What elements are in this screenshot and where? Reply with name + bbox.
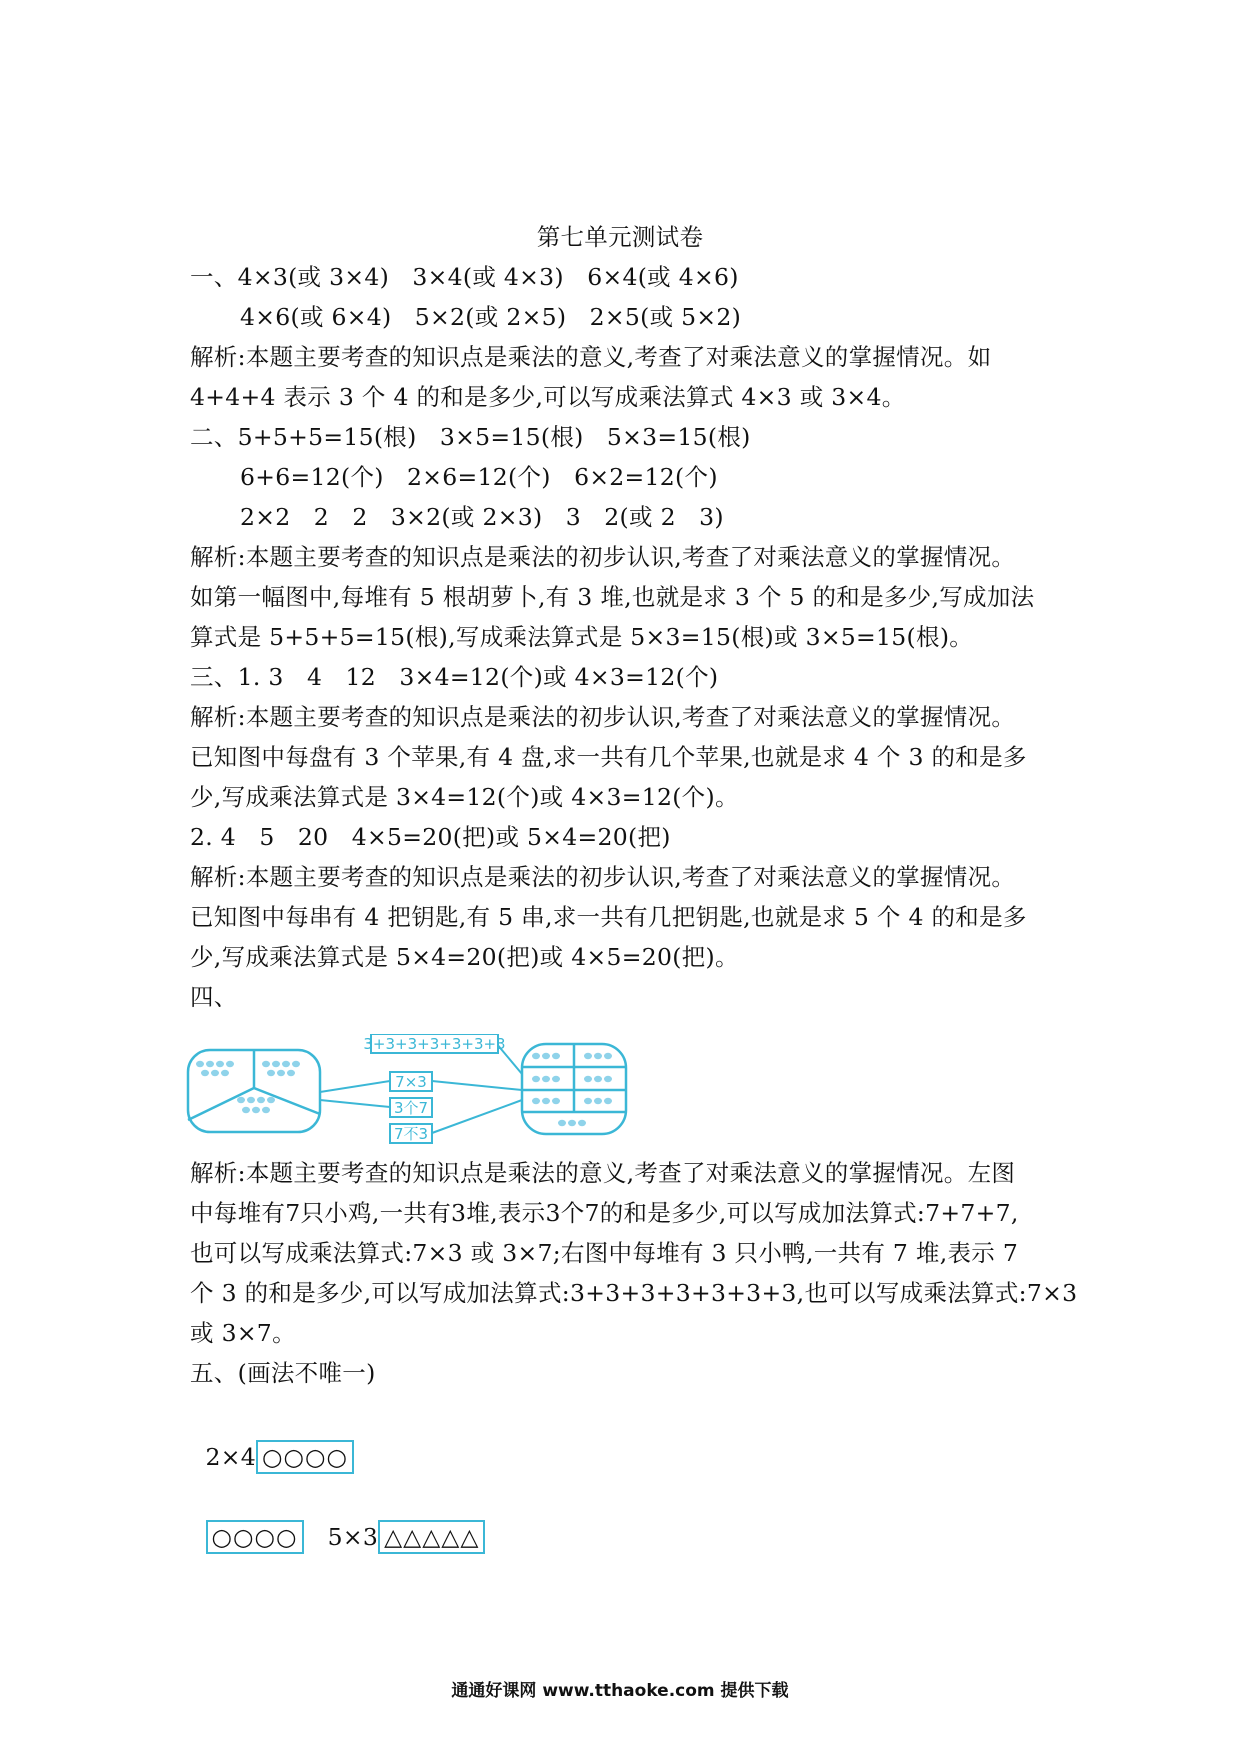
chick-icon xyxy=(292,1061,300,1067)
duck-icon xyxy=(584,1076,592,1082)
s2-answer-line-2: 6+6=12(个) 2×6=12(个) 6×2=12(个) xyxy=(240,463,718,491)
s3-analysis-line-1: 解析:本题主要考查的知识点是乘法的初步认识,考查了对乘法意义的掌握情况。 xyxy=(190,703,1016,731)
right-duck-panel xyxy=(522,1044,626,1134)
chick-icon xyxy=(237,1097,245,1103)
s4-analysis-line-5: 或 3×7。 xyxy=(190,1319,296,1347)
s5-row2-label: 5×3 xyxy=(327,1523,379,1551)
s4-analysis-line-1: 解析:本题主要考查的知识点是乘法的意义,考查了对乘法意义的掌握情况。左图 xyxy=(190,1159,1016,1187)
s5-row1-circles: ○○○○ xyxy=(256,1440,354,1474)
duck-icon xyxy=(542,1076,550,1082)
s3-answer-line-1: 三、1. 3 4 12 3×4=12(个)或 4×3=12(个) xyxy=(190,663,719,691)
duck-icon xyxy=(584,1053,592,1059)
s4-analysis-line-2: 中每堆有7只小鸡,一共有3堆,表示3个7的和是多少,可以写成加法算式:7+7+7, xyxy=(190,1199,1019,1227)
duck-icon xyxy=(552,1076,560,1082)
s3-analysis-b-line-1: 解析:本题主要考查的知识点是乘法的初步认识,考查了对乘法意义的掌握情况。 xyxy=(190,863,1016,891)
s4-analysis-line-4: 个 3 的和是多少,可以写成加法算式:3+3+3+3+3+3+3,也可以写成乘法算式:7×3 xyxy=(190,1279,1078,1307)
duck-icon xyxy=(542,1053,550,1059)
s2-analysis-line-3: 算式是 5+5+5=15(根),写成乘法算式是 5×3=15(根)或 3×5=15(根)。 xyxy=(190,623,974,651)
chick-icon xyxy=(201,1070,209,1076)
s5-row-2 xyxy=(190,1490,485,1554)
s3-analysis-line-2: 已知图中每盘有 3 个苹果,有 4 盘,求一共有几个苹果,也就是求 4 个 3 的和是多 xyxy=(190,743,1027,771)
s2-answer-line-1: 二、5+5+5=15(根) 3×5=15(根) 5×3=15(根) xyxy=(190,423,751,451)
s3-analysis-b-line-2: 已知图中每串有 4 把钥匙,有 5 串,求一共有几把钥匙,也就是求 5 个 4 的和是多 xyxy=(190,903,1027,931)
chick-icon xyxy=(252,1107,260,1113)
chick-icon xyxy=(262,1107,270,1113)
s1-answer-line-1: 一、4×3(或 3×4) 3×4(或 4×3) 6×4(或 4×6) xyxy=(190,263,739,291)
s4-analysis-line-3: 也可以写成乘法算式:7×3 或 3×7;右图中每堆有 3 只小鸭,一共有 7 堆,表示 7 xyxy=(190,1239,1019,1267)
chick-icon xyxy=(206,1061,214,1067)
s3-analysis-line-3: 少,写成乘法算式是 3×4=12(个)或 4×3=12(个)。 xyxy=(190,783,739,811)
duck-icon xyxy=(594,1098,602,1104)
duck-icon xyxy=(604,1076,612,1082)
chick-icon xyxy=(287,1070,295,1076)
duck-icon xyxy=(578,1120,586,1126)
left-chick-panel xyxy=(188,1050,320,1132)
duck-icon xyxy=(584,1098,592,1104)
s5-row-1 xyxy=(190,1410,354,1474)
duck-icon xyxy=(568,1120,576,1126)
label-7x3: 7×3 xyxy=(395,1073,427,1091)
s2-analysis-line-1: 解析:本题主要考查的知识点是乘法的初步认识,考查了对乘法意义的掌握情况。 xyxy=(190,543,1016,571)
chick-icon xyxy=(267,1097,275,1103)
s5-row2-circles: ○○○○ xyxy=(206,1520,304,1554)
duck-icon xyxy=(594,1076,602,1082)
label-sum-3: 3+3+3+3+3+3+3 xyxy=(363,1035,506,1053)
duck-icon xyxy=(604,1098,612,1104)
s3-answer-line-2: 2. 4 5 20 4×5=20(把)或 5×4=20(把) xyxy=(190,823,671,851)
footer-credit: 通通好课网 www.tthaoke.com 提供下载 xyxy=(451,1681,789,1701)
chick-icon xyxy=(211,1070,219,1076)
s2-analysis-line-2: 如第一幅图中,每堆有 5 根胡萝卜,有 3 堆,也就是求 3 个 5 的和是多少,写成加法 xyxy=(190,583,1035,611)
s2-answer-line-3: 2×2 2 2 3×2(或 2×3) 3 2(或 2 3) xyxy=(240,503,724,531)
s3-analysis-b-line-3: 少,写成乘法算式是 5×4=20(把)或 4×5=20(把)。 xyxy=(190,943,739,971)
connector-right-7of3 xyxy=(432,1100,522,1133)
connector-left-3of7 xyxy=(320,1100,390,1107)
chick-icon xyxy=(272,1061,280,1067)
s5-row1-label: 2×4 xyxy=(205,1443,257,1471)
duck-icon xyxy=(542,1098,550,1104)
chick-icon xyxy=(277,1070,285,1076)
page-title: 第七单元测试卷 xyxy=(536,223,704,251)
chick-icon xyxy=(257,1097,265,1103)
chick-icon xyxy=(267,1070,275,1076)
label-3-of-7: 3个7 xyxy=(393,1099,429,1117)
matching-diagram xyxy=(186,1034,646,1154)
label-7-of-3: 7不3 xyxy=(393,1125,429,1143)
duck-icon xyxy=(594,1053,602,1059)
duck-icon xyxy=(532,1053,540,1059)
chick-icon xyxy=(216,1061,224,1067)
chick-icon xyxy=(282,1061,290,1067)
duck-icon xyxy=(532,1076,540,1082)
connector-left-7x3 xyxy=(320,1081,390,1092)
chick-icon xyxy=(262,1061,270,1067)
chick-icon xyxy=(226,1061,234,1067)
duck-icon xyxy=(558,1120,566,1126)
duck-icon xyxy=(552,1053,560,1059)
chick-icon xyxy=(242,1107,250,1113)
s4-heading: 四、 xyxy=(190,983,238,1011)
s5-heading: 五、(画法不唯一) xyxy=(190,1359,376,1387)
chick-icon xyxy=(196,1061,204,1067)
duck-icon xyxy=(604,1053,612,1059)
chick-icon xyxy=(247,1097,255,1103)
duck-icon xyxy=(552,1098,560,1104)
s1-answer-line-2: 4×6(或 6×4) 5×2(或 2×5) 2×5(或 5×2) xyxy=(240,303,742,331)
chick-icon xyxy=(221,1070,229,1076)
s5-row2-triangles: △△△△△ xyxy=(378,1520,485,1554)
s1-analysis-line-1: 解析:本题主要考查的知识点是乘法的意义,考查了对乘法意义的掌握情况。如 xyxy=(190,343,992,371)
connector-right-7x3 xyxy=(432,1081,522,1090)
s1-analysis-line-2: 4+4+4 表示 3 个 4 的和是多少,可以写成乘法算式 4×3 或 3×4。 xyxy=(190,383,906,411)
duck-icon xyxy=(532,1098,540,1104)
